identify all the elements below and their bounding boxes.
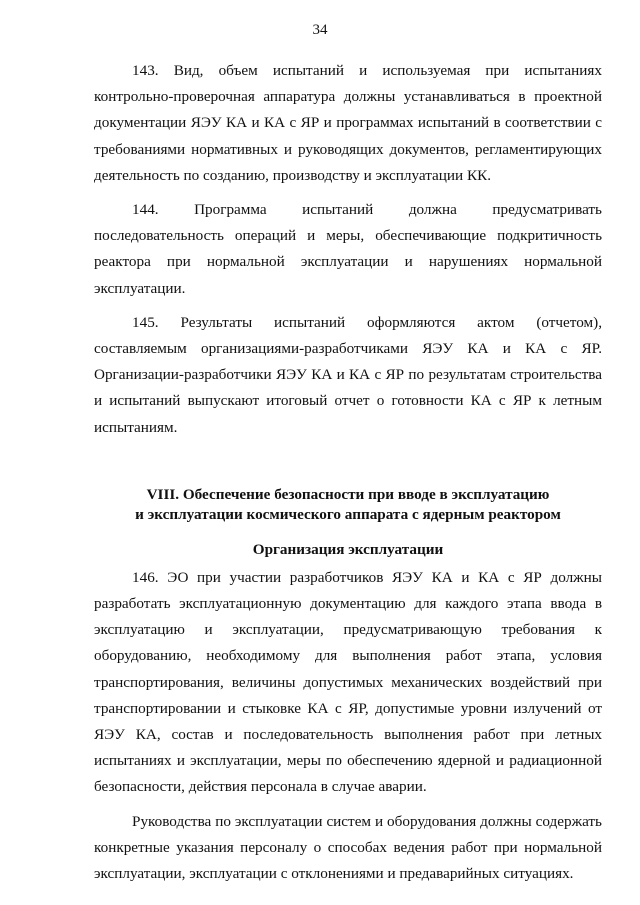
paragraph-145: 145. Результаты испытаний оформляются актом (отчетом), составляемым организациями-разработчиками ЯЭУ КА и КА с ЯР. Организации-разработчики ЯЭУ КА и КА с ЯР по результатам строительства и испытаний выпускают итоговый отчет о готовности КА с ЯР к летным испытаниям.	[94, 313, 602, 436]
paragraph-146: 146. ЭО при участии разработчиков ЯЭУ КА и КА с ЯР должны разработать эксплуатационную документацию для каждого этапа ввода в эксплуатацию и эксплуатации, предусматривающую требования к оборудованию, необходимому для выполнения работ этапа, условия транспортирования, величины допустимых механических воздействий при транспортировании и стыковке КА с ЯР, допустимые уровни излучений от ЯЭУ КА, состав и последовательность выполнения работ при летных испытаниях и эксплуатации, меры по обеспечению ядерной и радиационной безопасности, действия персонала в случае аварии.	[94, 568, 602, 796]
subsection-title: Организация эксплуатации	[252, 540, 444, 558]
section-title	[94, 485, 602, 525]
paragraph-143: 143. Вид, объем испытаний и используемая при испытаниях контрольно-проверочная аппаратура должны устанавливаться в проектной документации ЯЭУ КА и КА с ЯР и программах испытаний в соответствии с требованиями нормативных и руководящих документов, регламентирующих деятельность по созданию, производству и эксплуатации КК.	[94, 62, 602, 184]
section-title-line-1: VIII. Обеспечение безопасности при вводе в эксплуатацию	[146, 485, 550, 503]
section-title-line-2: и эксплуатации космического аппарата с ядерным реактором	[135, 505, 561, 523]
page-number: 34	[312, 22, 328, 38]
paragraph-144: 144. Программа испытаний должна предусматривать последовательность операций и меры, обеспечивающие подкритичность реактора при нормальной эксплуатации и нарушениях нормальной эксплуатации.	[94, 201, 602, 297]
paragraph-manuals: Руководства по эксплуатации систем и оборудования должны содержать конкретные указания персоналу о способах ведения работ при нормальной эксплуатации, эксплуатации с отклонениями и предаварийных ситуациях.	[94, 812, 602, 883]
document-body	[94, 58, 602, 887]
